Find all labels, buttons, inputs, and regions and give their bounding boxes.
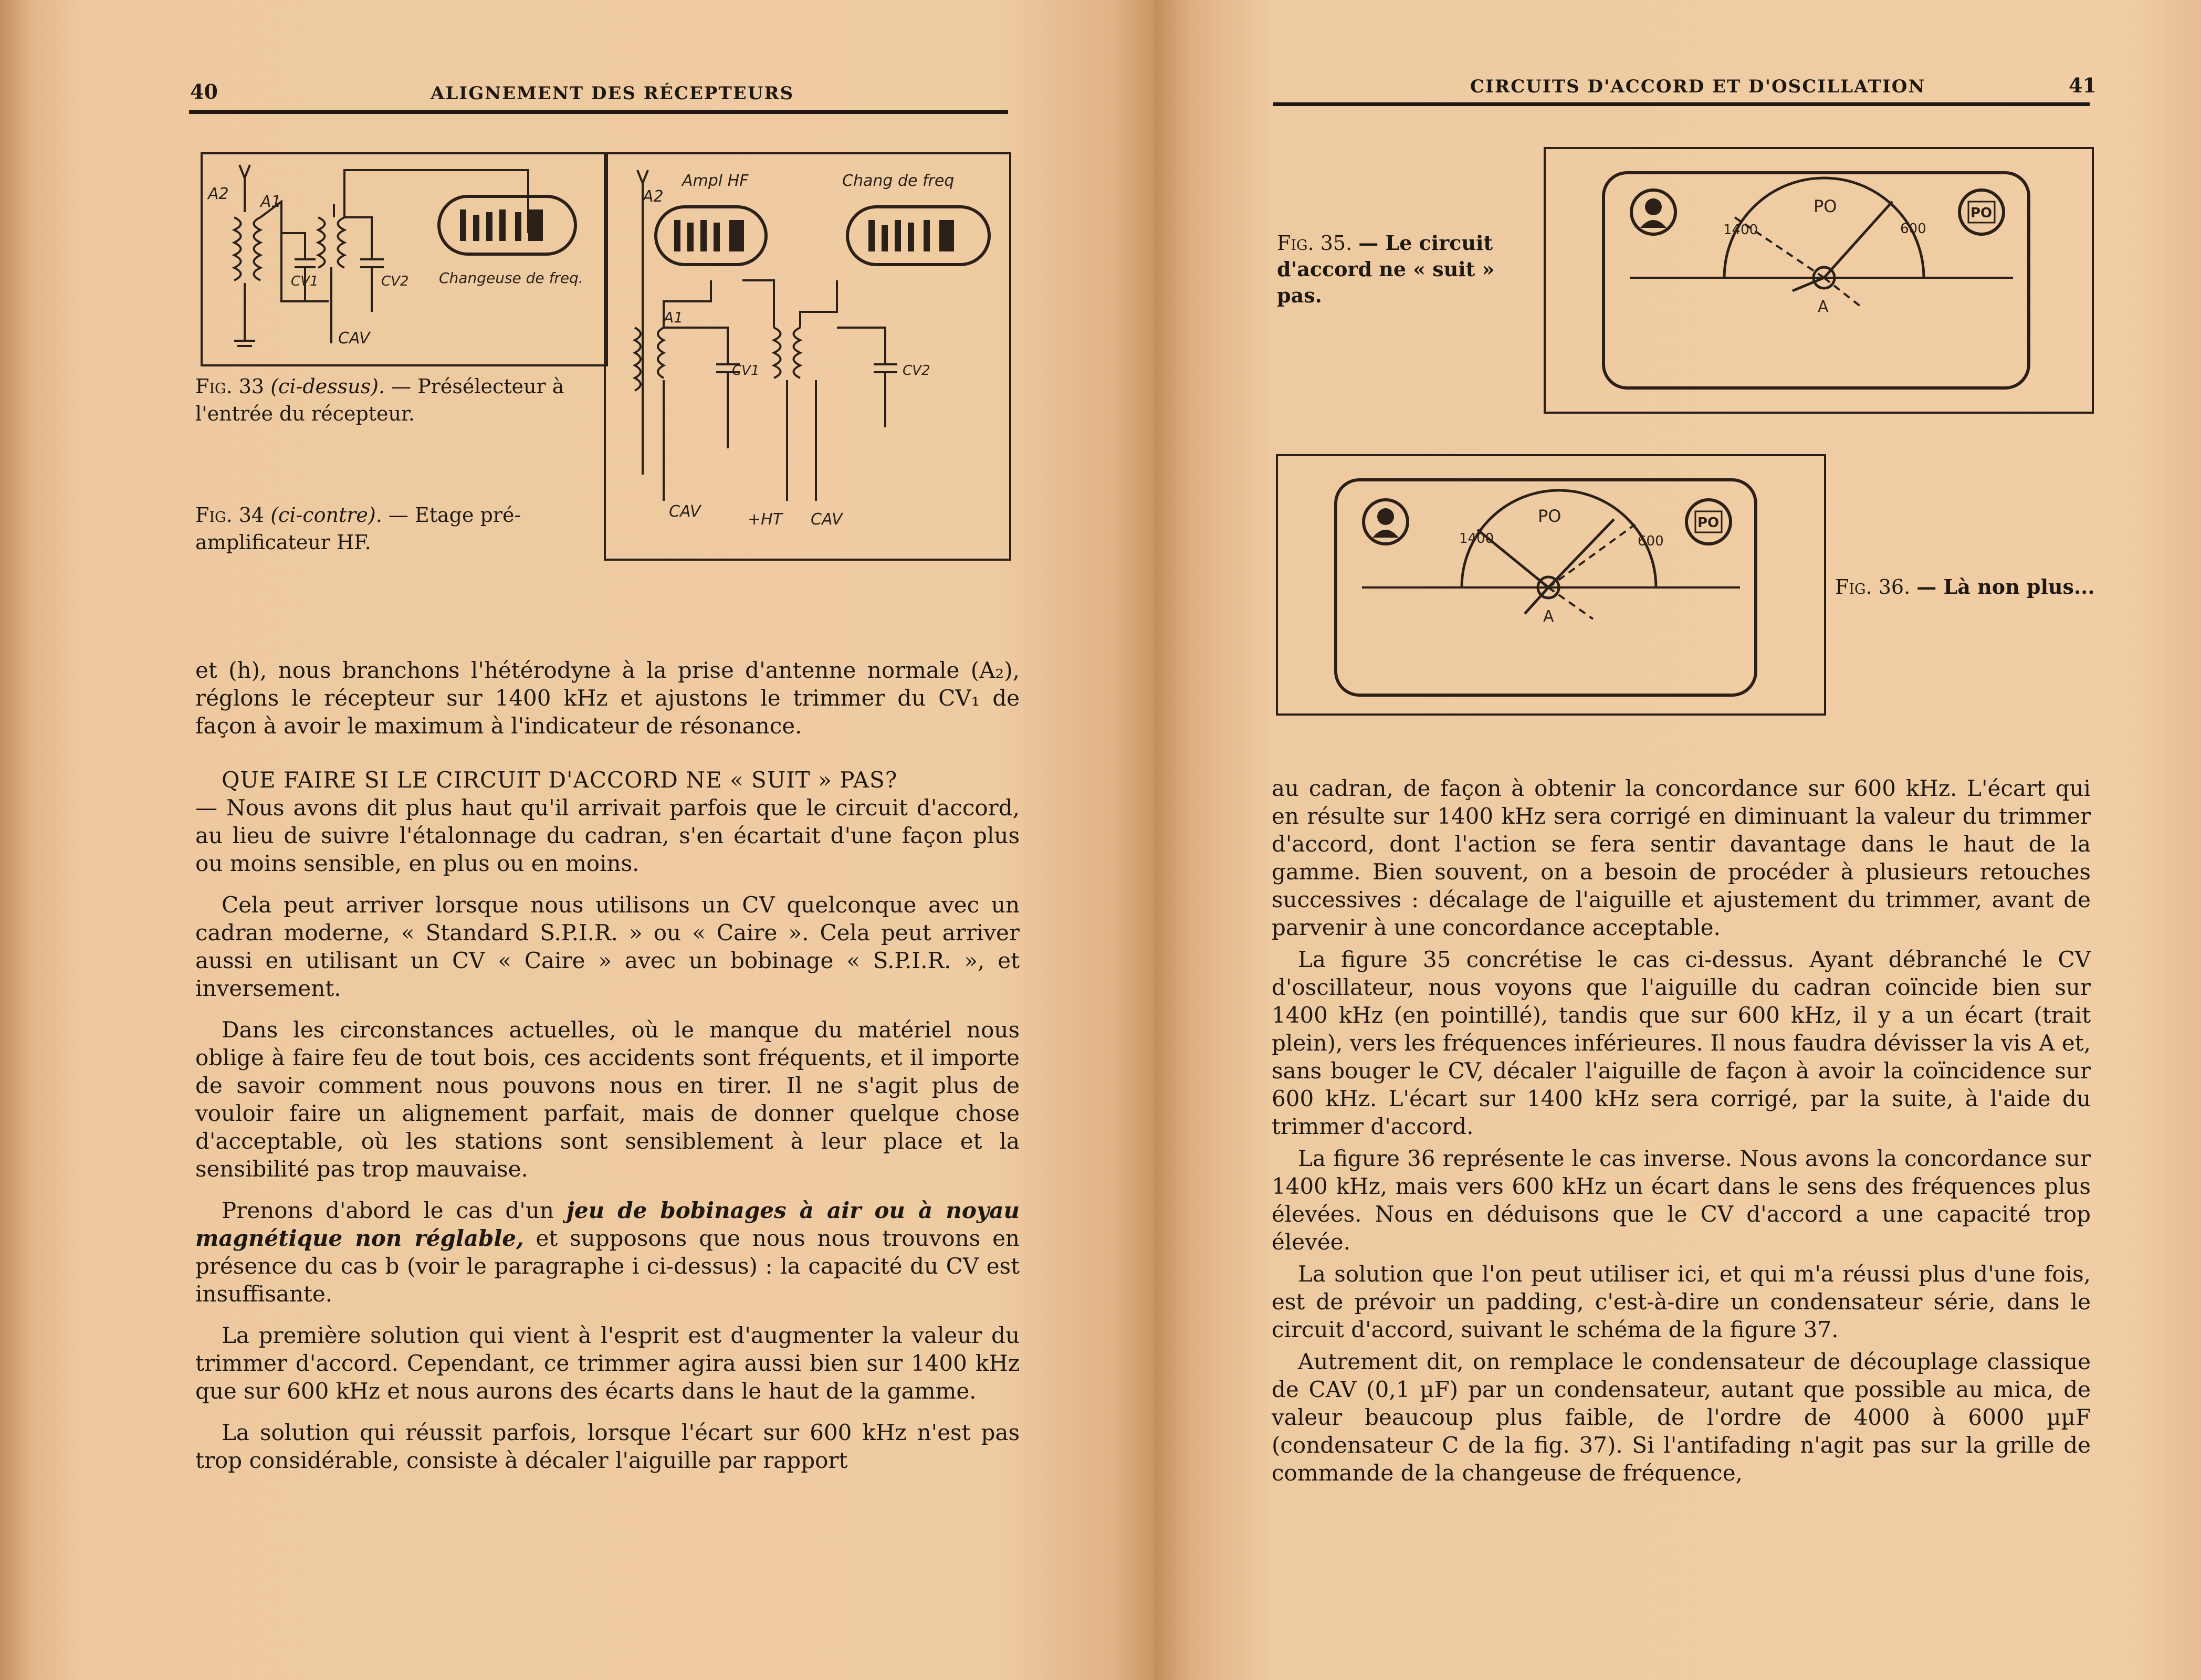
- page-number: 40: [190, 80, 218, 103]
- paragraph: Autrement dit, on remplace le condensateur de découplage classique de CAV (0,1 µF) par un condensateur, autant que possible au mica, de valeur beaucoup plus faible, de l'ordre de 4000 à 6000 µµF (condensateur C de la fig. 37). Si l'antifading n'agit pas sur la grille de commande de la changeuse de fréquence,: [1272, 1349, 2091, 1486]
- heading-text: QUE FAIRE SI LE CIRCUIT D'ACCORD NE « SUIT » PAS?: [222, 767, 898, 793]
- fig34-caption-label: Fig. 34: [195, 503, 265, 527]
- figure-33-schematic: [201, 152, 608, 366]
- fig33-caption-text: — Présélecteur à l'entrée du récepteur.: [195, 375, 564, 425]
- paragraph: Dans les circonstances actuelles, où le manque du matériel nous oblige à faire feu de tout bois, ces accidents sont fréquents, et il importe de savoir comment nous pouvons nous en tirer. Il ne s'agit plus de vouloir faire un alignement parfait, mais de donner quelque chose d'acceptable, où les stations sont sensiblement à leur place et la sensibilité pas trop mauvaise.: [195, 1017, 1020, 1182]
- fig33-label-cv2: CV2: [381, 274, 409, 289]
- paragraph: La figure 35 concrétise le cas ci-dessus. Ayant débranché le CV d'oscillateur, nous voyons que l'aiguille du cadran coïncide bien sur 1400 kHz (en pointillé), tandis que sur 600 kHz, il y a un écart (trait plein), vers les fréquences inférieures. Il nous faudra dévisser la vis A et, sans bouger le CV, décaler l'aiguille de façon à avoir la coïncidence sur 600 kHz. L'écart sur 1400 kHz sera corrigé, par la suite, à l'aide du trimmer d'accord.: [1272, 947, 2091, 1139]
- fig33-label-tube: Changeuse de freq.: [439, 269, 583, 287]
- right-page: [1155, 0, 2201, 1680]
- badge-text: PO: [1971, 205, 1993, 221]
- fig33-caption-label: Fig. 33: [195, 375, 265, 398]
- fig36-drawing: [1278, 456, 1824, 713]
- paragraph: La première solution qui vient à l'esprit est d'augmenter la valeur du trimmer d'accord. Cependant, ce trimmer agira aussi bien sur 1400 kHz que sur 600 kHz et nous aurons des écarts dans le haut de la gamme.: [195, 1322, 1020, 1404]
- fig33-caption-paren: (ci-dessus).: [270, 375, 385, 398]
- paragraph: La solution qui réussit parfois, lorsque l'écart sur 600 kHz n'est pas trop considérable, consiste à décaler l'aiguille par rapport: [195, 1420, 1020, 1473]
- paragraph: La figure 36 représente le cas inverse. Nous avons la concordance sur 1400 kHz, mais vers 600 kHz un écart dans le sens des fréquences plus élevées. Nous en déduisons que le CV d'accord a une capacité trop élevée.: [1272, 1146, 2091, 1255]
- paragraph: et (h), nous branchons l'hétérodyne à la prise d'antenne normale (A₂), réglons le récepteur sur 1400 kHz et ajustons le trimmer du CV₁ de façon à avoir le maximum à l'indicateur de résonance.: [195, 657, 1020, 739]
- left-body-text: [195, 656, 1020, 1488]
- fig35-drawing: [1546, 149, 2092, 412]
- figure-36-caption: [1835, 573, 2150, 601]
- fig33-label-a1: A1: [260, 193, 281, 211]
- fig34-drawing: [606, 154, 1009, 559]
- fig33-label-cav: CAV: [338, 329, 370, 348]
- right-body-text: [1272, 774, 2091, 1491]
- figure-36-dial: [1276, 454, 1826, 716]
- page-number: 41: [2069, 74, 2097, 97]
- fig33-label-cv1: CV1: [291, 274, 319, 289]
- tick-600: 600: [1900, 221, 1926, 237]
- fig33-label-a2: A2: [208, 185, 229, 203]
- running-head: ALIGNEMENT DES RÉCEPTEURS: [431, 83, 794, 104]
- paragraph: La solution que l'on peut utiliser ici, et qui m'a réussi plus d'une fois, est de prévoir un padding, c'est-à-dire un condensateur série, dans le circuit d'accord, suivant le schéma de la figure 37.: [1272, 1261, 2091, 1342]
- fig34-label-cv2: CV2: [903, 363, 930, 379]
- fig35-caption-label: Fig. 35.: [1277, 232, 1353, 255]
- emphasis: jeu de bobinages à air ou à noyau magnétique non réglable,: [195, 1198, 1020, 1251]
- badge-text: PO: [1697, 515, 1720, 531]
- screw-label: A: [1543, 607, 1554, 626]
- tick-600: 600: [1638, 533, 1664, 549]
- paragraph: Cela peut arriver lorsque nous utilisons un CV quelconque avec un cadran moderne, « Standard S.P.I.R. » ou « Caire ». Cela peut arriver aussi en utilisant un CV « Caire » avec un bobinage « S.P.I.R. », et inversement.: [195, 892, 1020, 1001]
- fig34-label-a2: A2: [643, 187, 664, 206]
- fig36-caption-label: Fig. 36.: [1835, 575, 1911, 598]
- figure-34-caption: [195, 501, 573, 556]
- section-heading: [195, 766, 1020, 794]
- tick-1400: 1400: [1459, 531, 1494, 547]
- band-label: PO: [1814, 196, 1837, 216]
- fig34-caption-text: — Etage pré-amplificateur HF.: [195, 503, 521, 554]
- running-head: CIRCUITS D'ACCORD ET D'OSCILLATION: [1470, 76, 1926, 97]
- fig35-caption-text: — Le circuit d'accord ne « suit » pas.: [1277, 231, 1495, 307]
- fig34-label-cav2: CAV: [811, 510, 843, 529]
- fig34-label-cv1: CV1: [732, 363, 760, 379]
- fig34-label-ht: +HT: [748, 510, 783, 529]
- fig34-label-cav1: CAV: [669, 502, 701, 521]
- fig36-caption-text: — Là non plus...: [1916, 575, 2095, 598]
- band-label: PO: [1538, 506, 1561, 526]
- figure-35-dial: [1544, 147, 2094, 414]
- fig34-label-ampl: Ampl HF: [682, 172, 749, 190]
- paragraph-start: Prenons d'abord le cas d'un: [222, 1198, 554, 1223]
- fig33-drawing: [203, 154, 606, 364]
- figure-34-schematic: [604, 152, 1011, 561]
- fig34-label-chang: Chang de freq: [842, 172, 955, 190]
- fig34-caption-paren: (ci-contre).: [270, 503, 382, 527]
- header-rule: [1273, 102, 2090, 106]
- tick-1400: 1400: [1723, 222, 1758, 238]
- figure-33-caption: [195, 373, 573, 427]
- paragraph-end: et supposons que nous nous trouvons en présence du cas b (voir le paragraphe i ci-dessus) : la capacité du CV est insuffisante.: [195, 1225, 1020, 1307]
- paragraph: [195, 1196, 1020, 1308]
- tube-33: [439, 196, 575, 254]
- header-rule: [189, 110, 1008, 114]
- tube-ampl-hf: [656, 207, 766, 265]
- paragraph: — Nous avons dit plus haut qu'il arrivait parfois que le circuit d'accord, au lieu de suivre l'étalonnage du cadran, s'en écartait d'une façon plus ou moins sensible, en plus ou en moins.: [195, 795, 1020, 876]
- fig34-label-a1: A1: [664, 309, 683, 326]
- figure-35-caption: [1277, 230, 1539, 309]
- screw-label: A: [1818, 298, 1829, 316]
- paragraph: au cadran, de façon à obtenir la concordance sur 600 kHz. L'écart qui en résulte sur 1400 kHz sera corrigé en diminuant la valeur du trimmer d'accord, dont l'action se fera sentir davantage dans le haut de la gamme. Bien souvent, on a besoin de procéder à plusieurs retouches successives : décalage de l'aiguille et ajustement du trimmer, avant de parvenir à une concordance acceptable.: [1272, 775, 2091, 940]
